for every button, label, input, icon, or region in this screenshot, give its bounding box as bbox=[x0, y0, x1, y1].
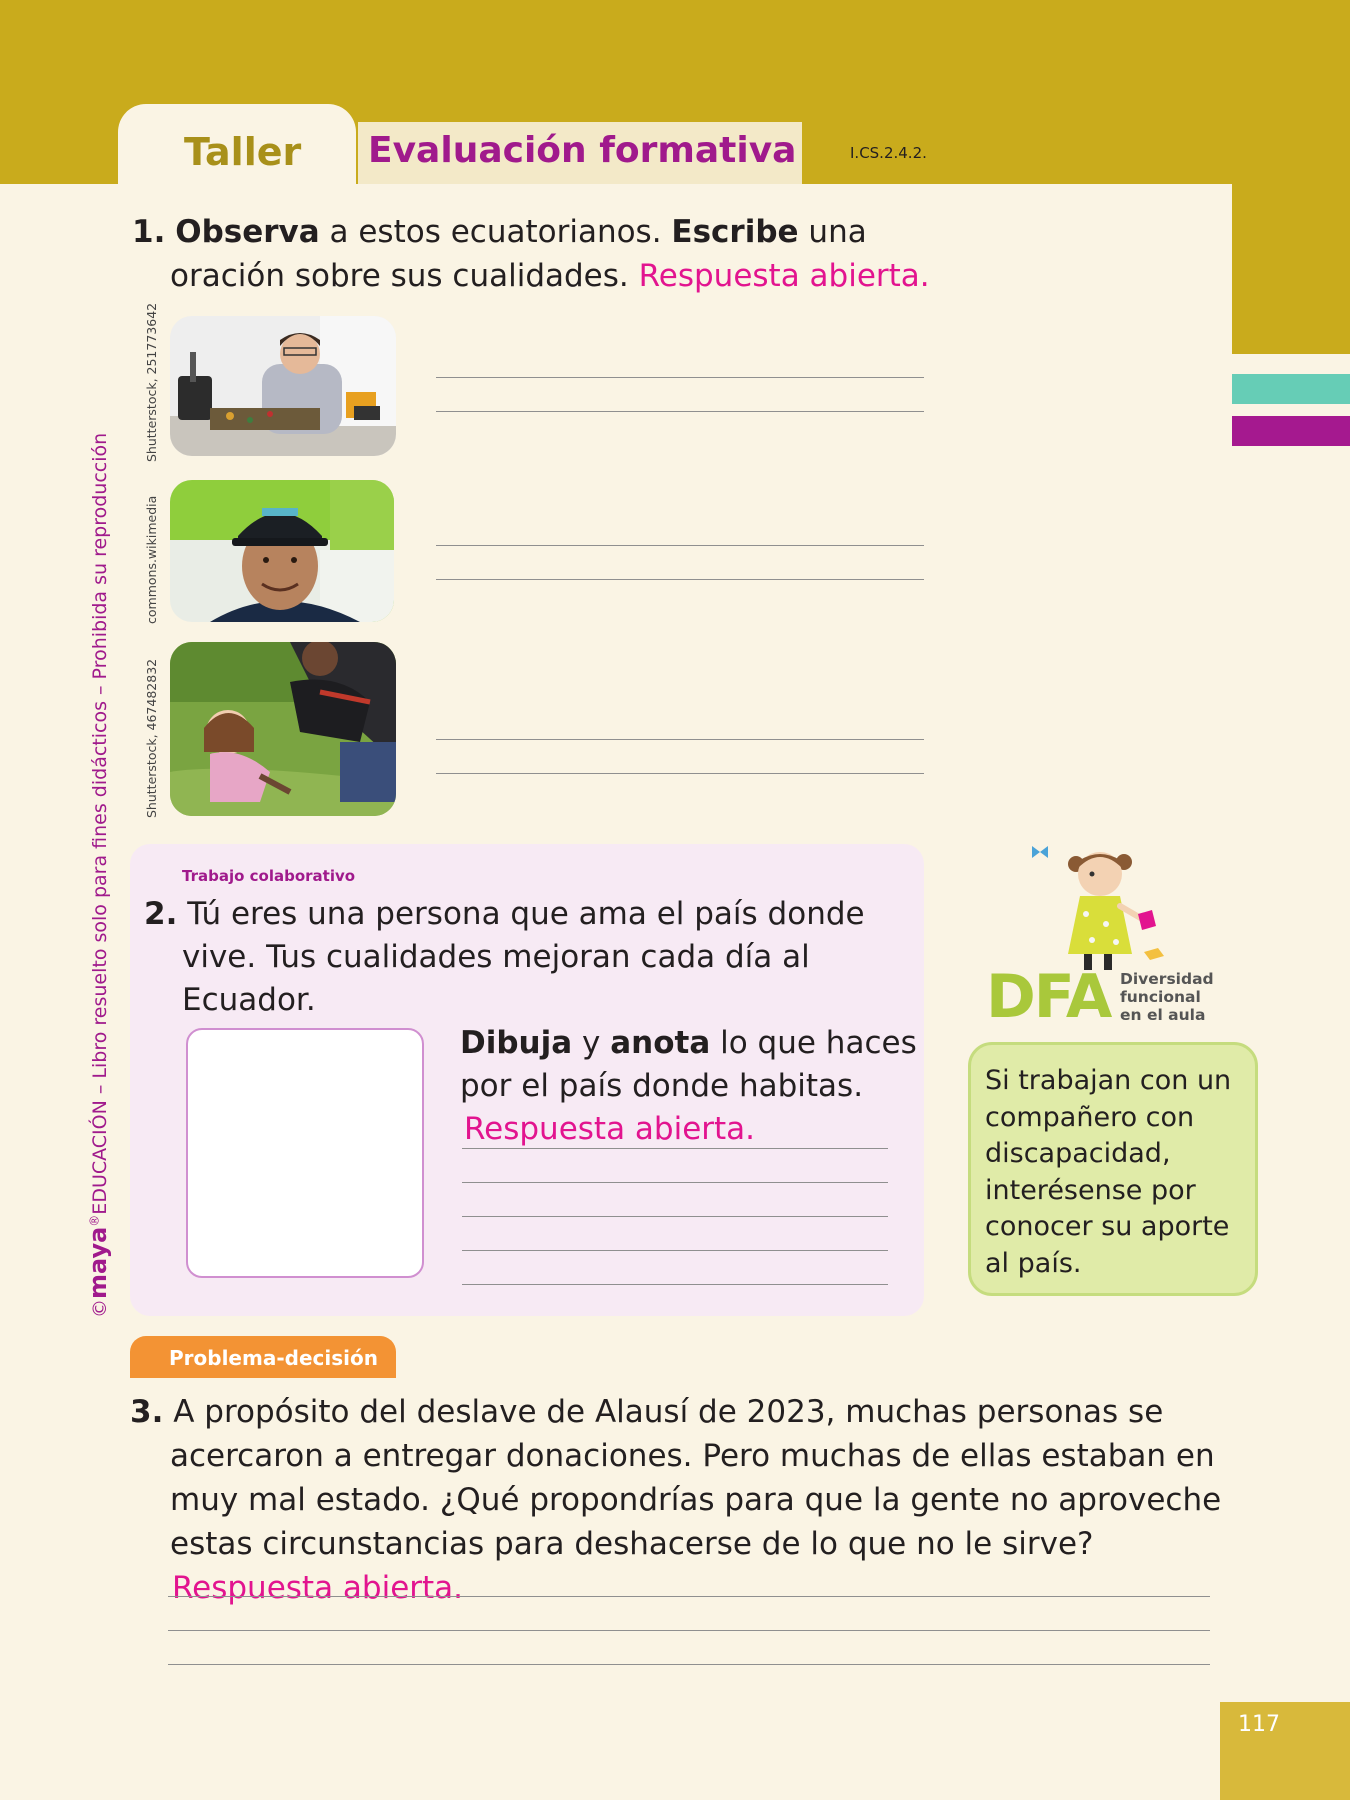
q2-number: 2. bbox=[144, 896, 178, 932]
q2-answer-line[interactable] bbox=[462, 1182, 888, 1183]
q2-answer-line[interactable] bbox=[462, 1284, 888, 1285]
q2-line-3: Ecuador. bbox=[182, 982, 316, 1018]
copyright-side-text bbox=[84, 433, 112, 1318]
girl-illustration bbox=[1020, 838, 1170, 978]
page-number: 117 bbox=[1238, 1712, 1280, 1737]
q2-text-2: lo que haces bbox=[710, 1025, 917, 1061]
brand-logo: maya bbox=[84, 1226, 112, 1299]
q3-line-4: estas circunstancias para deshacerse de lo que no le sirve? bbox=[170, 1526, 1094, 1562]
tab-taller-label: Taller bbox=[184, 130, 302, 174]
tab-taller bbox=[118, 104, 356, 184]
q1-number: 1. bbox=[132, 214, 166, 250]
dfa-tip-text: Si trabajan con un compañero con discapacidad, interésense por conocer su aporte al país. bbox=[985, 1065, 1232, 1279]
q2-line-1: Tú eres una persona que ama el país donde bbox=[187, 896, 865, 932]
q3-number: 3. bbox=[130, 1394, 164, 1430]
q1-text-1: a estos ecuatorianos. bbox=[319, 214, 672, 250]
dfa-caption-1: Diversidad bbox=[1120, 970, 1214, 988]
side-band bbox=[1232, 184, 1350, 354]
q1-answer: Respuesta abierta. bbox=[638, 258, 930, 294]
q1-line-2: oración sobre sus cualidades. bbox=[170, 258, 629, 294]
q2-answer-line[interactable] bbox=[462, 1216, 888, 1217]
photo-credit-3: Shutterstock, 467482832 bbox=[144, 658, 159, 818]
q2-line-2: vive. Tus cualidades mejoran cada día al bbox=[182, 939, 810, 975]
photo-planting bbox=[170, 642, 396, 816]
q3-line-1: A propósito del deslave de Alausí de 2023, muchas personas se bbox=[173, 1394, 1164, 1430]
q1-answer-line[interactable] bbox=[436, 411, 924, 412]
photo-credit-2: commons.wikimedia bbox=[144, 495, 159, 624]
q2-answer-line[interactable] bbox=[462, 1250, 888, 1251]
q3-answer-line[interactable] bbox=[168, 1664, 1210, 1665]
q3-answer: Respuesta abierta. bbox=[172, 1570, 464, 1606]
question-1 bbox=[132, 210, 1032, 298]
q1-answer-line[interactable] bbox=[436, 579, 924, 580]
registered-mark: ® bbox=[87, 1214, 102, 1227]
q2-answer: Respuesta abierta. bbox=[464, 1111, 756, 1147]
q2-instructions bbox=[460, 1022, 920, 1151]
q1-verb-escribe: Escribe bbox=[671, 214, 799, 250]
photo-boy-electronics bbox=[170, 316, 396, 456]
q3-answer-line[interactable] bbox=[168, 1630, 1210, 1631]
copyright-rest: EDUCACIÓN – Libro resuelto solo para fines didácticos – Prohibida su reproducción bbox=[89, 432, 111, 1215]
q2-text-1: y bbox=[572, 1025, 611, 1061]
photo-credit-1: Shutterstock, 251773642 bbox=[144, 302, 159, 462]
copyright-mark: © bbox=[89, 1299, 111, 1318]
q2-verb-dibuja: Dibuja bbox=[460, 1025, 573, 1061]
q1-answer-line[interactable] bbox=[436, 545, 924, 546]
q1-answer-line[interactable] bbox=[436, 773, 924, 774]
magenta-stripe bbox=[1232, 416, 1350, 446]
drawing-box[interactable] bbox=[186, 1028, 424, 1278]
problema-decision-label: Problema-decisión bbox=[169, 1346, 378, 1370]
q1-answer-line[interactable] bbox=[436, 739, 924, 740]
problema-decision-tab bbox=[130, 1336, 396, 1378]
teal-stripe bbox=[1232, 374, 1350, 404]
page-number-box bbox=[1220, 1702, 1350, 1800]
dfa-tip-bubble bbox=[968, 1042, 1258, 1296]
collab-heading: Trabajo colaborativo bbox=[182, 867, 356, 885]
q1-text-2: una bbox=[798, 214, 867, 250]
tab-evaluacion-label: Evaluación formativa bbox=[368, 130, 797, 171]
dfa-logo: DFA bbox=[986, 962, 1111, 1032]
q2-line-5: por el país donde habitas. bbox=[460, 1068, 864, 1104]
dfa-caption-2: funcional bbox=[1120, 988, 1201, 1006]
q2-verb-anota: anota bbox=[610, 1025, 711, 1061]
q3-line-2: acercaron a entregar donaciones. Pero muchas de ellas estaban en bbox=[170, 1438, 1215, 1474]
photo-cyclist bbox=[170, 480, 394, 622]
question-2 bbox=[144, 893, 924, 1022]
dfa-caption bbox=[1120, 970, 1214, 1024]
question-3 bbox=[130, 1390, 1230, 1610]
q3-answer-line[interactable] bbox=[168, 1596, 1210, 1597]
q1-verb-observa: Observa bbox=[175, 214, 320, 250]
tab-evaluacion bbox=[358, 122, 802, 184]
q3-line-3: muy mal estado. ¿Qué propondrías para que la gente no aproveche bbox=[170, 1482, 1222, 1518]
dfa-caption-3: en el aula bbox=[1120, 1006, 1206, 1024]
q2-answer-line[interactable] bbox=[462, 1148, 888, 1149]
q1-answer-line[interactable] bbox=[436, 377, 924, 378]
skill-code: I.CS.2.4.2. bbox=[850, 144, 927, 162]
